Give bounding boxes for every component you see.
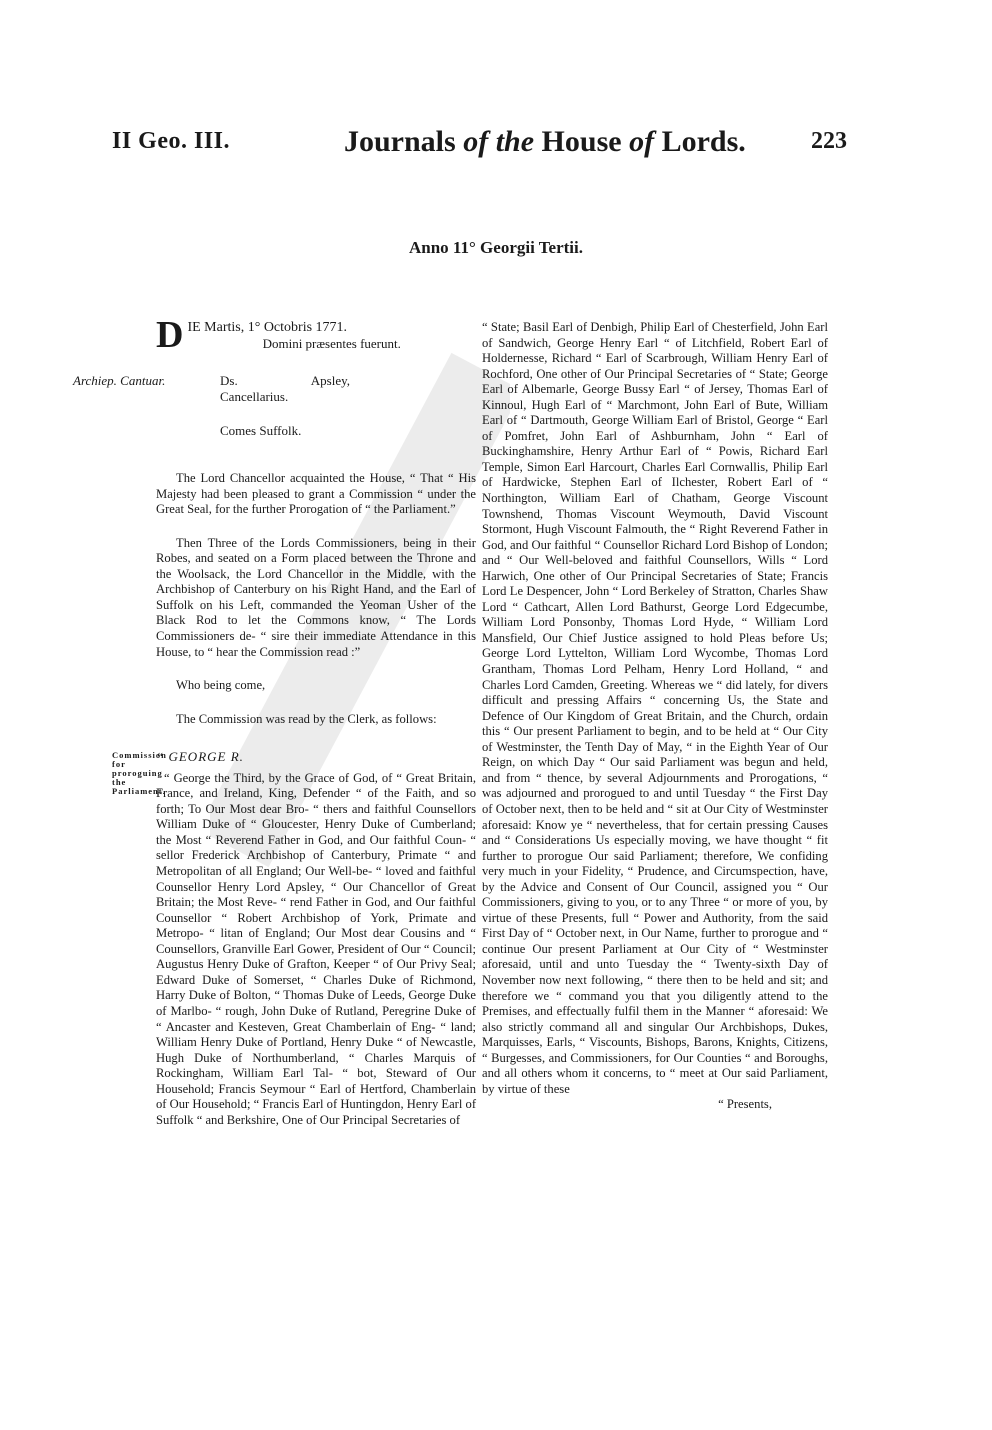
title-house: House [541, 125, 622, 158]
title-journals: Journals [344, 125, 456, 158]
chancellor-entry: Ds. Apsley, Cancellarius. [220, 373, 350, 405]
george-r-text: “ GEORGE R. [156, 749, 244, 765]
dateline-text: IE Martis, 1° Octobris 1771. [187, 320, 348, 335]
comes-entry: Comes Suffolk. [220, 423, 302, 439]
lords-present [73, 373, 476, 445]
domini-line: Domini præsentes fuerunt. [262, 335, 401, 351]
regnal-year: II Geo. III. [112, 128, 231, 154]
catchword: “ Presents, [718, 1097, 772, 1112]
being-come-line: Who being come, [176, 678, 266, 693]
running-header [112, 125, 847, 168]
commission-text-right: “ State; Basil Earl of Denbigh, Philip Earl of Chesterfield, John Earl of Sandwich, George Henry Earl “ of Litchfield, Robert Earl of Holdernesse, Richard “ Earl of Scarbrough, William Henry Earl of Rochford, One other of Our Principal Secretaries of “ State; George Earl of Albemarle, George Bussy Earl “ of Jersey, Thomas Earl of Kinnoul, Hugh Earl of “ Marchmont, John Earl of Bute, William Earl of “ Dartmouth, George William Earl of Bristol, George “ Earl of Pomfret, John Earl of Ashburnham, John “ Earl of Buckinghamshire, Henry Arthur Earl of “ Powis, Richard Earl Temple, Simon Earl Harcourt, Charles Earl Cornwallis, Philip Earl of Hardwicke, Stephen Earl of Ilchester, Robert Earl of “ Northington, William Earl of Chatham, George Viscount Townshend, Thomas Viscount Weymouth, David Viscount Stormont, Hugh Viscount Falmouth, the “ Right Reverend Father in God, and Our faithful “ Counsellor Richard Lord Bishop of London; and “ Our Well-beloved and faithful Counsellors, Wills “ Lord Harwich, One other of Our Principal Secretaries of State; Francis Lord Le Despencer, John “ Lord Berkeley of Stratton, Charles Shaw Lord “ Cathcart, Allen Lord Bathurst, George Lord Edgecumbe, William Lord Ponsonby, Thomas Lord Hyde, “ William Lord Mansfield, Our Chief Justice assigned to hold Pleas before Us; George Lord Lyttelton, William Lord Wycombe, Thomas Lord Grantham, Thomas Lord Pelham, Henry Lord Holland, “ and Charles Lord Camden, Greeting. Whereas we “ did lately, for divers difficult and pressing Affairs “ concerning Us, the State and Defence of Our Kingdom of Great Britain, and the Church, ordain this “ Our present Parliament to begin, and to be held at “ Our City of Westminster, the Tenth Day of May, “ in the Eighth Year of Our Reign, on which Day “ Our said Parliament was begun and held, and from “ thence, by several Adjournments and Prorogations, “ was adjourned and prorogued to and until Tuesday “ the First Day of October next, then to be held and “ sit at Our City of Westminster aforesaid: Know ye “ nevertheless, that for certain pressing Causes and “ Considerations Us especially moving, we have thought “ fit further to prorogue Our said Parliament; therefore, We confiding very much in your Fidelity, “ Prudence, and Circumspection, have, by the Advice and Consent of Our Council, assigned you “ Our Commissioners, giving to you, or to any Three “ or more of you, by virtue of these Presents, full “ Power and Authority, from the said First Day of “ October next, in Our Name, further to prorogue and “ continue Our present Parliament at Our City of “ Westminster aforesaid, until and unto Tuesday the “ Twenty-sixth Day of November now next following, “ there then to be held and sit; and therefore we “ command you that you diligently attend to the Premises, and effectually fulfil them in the Manner “ aforesaid: We also strictly command all and singular Our Archbishops, Dukes, Marquisses, Earls, “ Viscounts, Bishops, Barons, Knights, Citizens, “ Burgesses, and Commissioners, for Our Counties “ and Boroughs, and all others whom it concerns, to “ meet at Our said Parliament, by virtue of these [482, 320, 828, 1096]
commissioners-paragraph: Then Three of the Lords Commissioners, being in their Robes, and seated on a Form placed between the Throne and the Woolsack, the Lord Chancellor in the Middle, with the Archbishop of Canterbury on his Right Hand, and the Earl of Suffolk on his Left, commanded the Yeoman Usher of the Black Rod to let the Commons know, “ The Lords Commissioners de- “ sire their immediate Attendance in this House, to “ hear the Commission read :” [156, 535, 476, 659]
george-r-heading [112, 749, 476, 797]
commission-text-left: “ George the Third, by the Grace of God, of “ Great Britain, France, and Ireland, King, Defender “ of the Faith, and so forth; To Our Most dear Bro- “ thers and faithful Counsellors William Duke of “ Gloucester, Henry Duke of Cumberland; the Most “ Reverend Father in God, and Our faithful Coun- “ sellor Frederick Archbishop of Canterbury, Primate “ and Metropolitan of all England; Our Well-be- “ loved and faithful Counsellor Henry Lord Apsley, “ Our Chancellor of Great Britain; the Most Reve- “ rend Father in God, and Our faithful Counsellor “ Robert Archbishop of York, Primate and Metropo- “ litan of England; Our Most dear Cousins and “ Counsellors, Granville Earl Gower, President of Our “ Council; Augustus Henry Duke of Grafton, Keeper “ of Our Privy Seal; Edward Duke of Somerset, “ Charles Duke of Richmond, Harry Duke of Bolton, “ Thomas Duke of Leeds, George Duke of Marlbo- “ rough, John Duke of Rutland, Peregrine Duke of “ Ancaster and Kesteven, Great Chamberlain of Eng- “ land; William Henry Duke of Portland, Henry Duke “ of Newcastle, Hugh Duke of Northumberland, “ Charles Marquis of Rockingham, William Earl Tal- “ bot, Steward of Our Household; Francis Seymour “ Earl of Hertford, Chamberlain of Our Household; “ Francis Earl of Huntingdon, Henry Earl of Suffolk “ and Berkshire, One of Our Principal Secretaries of [156, 770, 477, 1127]
archiep-entry: Archiep. Cantuar. [73, 373, 166, 389]
right-column [482, 320, 828, 1113]
chancellor-paragraph: The Lord Chancellor acquainted the House, “ That “ His Majesty had been pleased to grant a Commission “ under the Great Seal, for the further Prorogation of “ the Parliament.” [156, 471, 476, 517]
margin-note: Commission for proroguing the Parliament. [112, 750, 167, 797]
anno-heading: Anno 11° Georgii Tertii. [409, 238, 583, 257]
page-number: 223 [811, 128, 847, 154]
title-lords: Lords. [661, 125, 746, 158]
commission-read-line: The Commission was read by the Clerk, as follows: [176, 711, 437, 726]
drop-cap: D [156, 314, 184, 356]
journal-title [344, 125, 746, 159]
title-of-1: of [463, 125, 489, 158]
title-the: the [495, 125, 535, 158]
left-column [73, 314, 477, 1128]
title-of-2: of [629, 125, 655, 158]
